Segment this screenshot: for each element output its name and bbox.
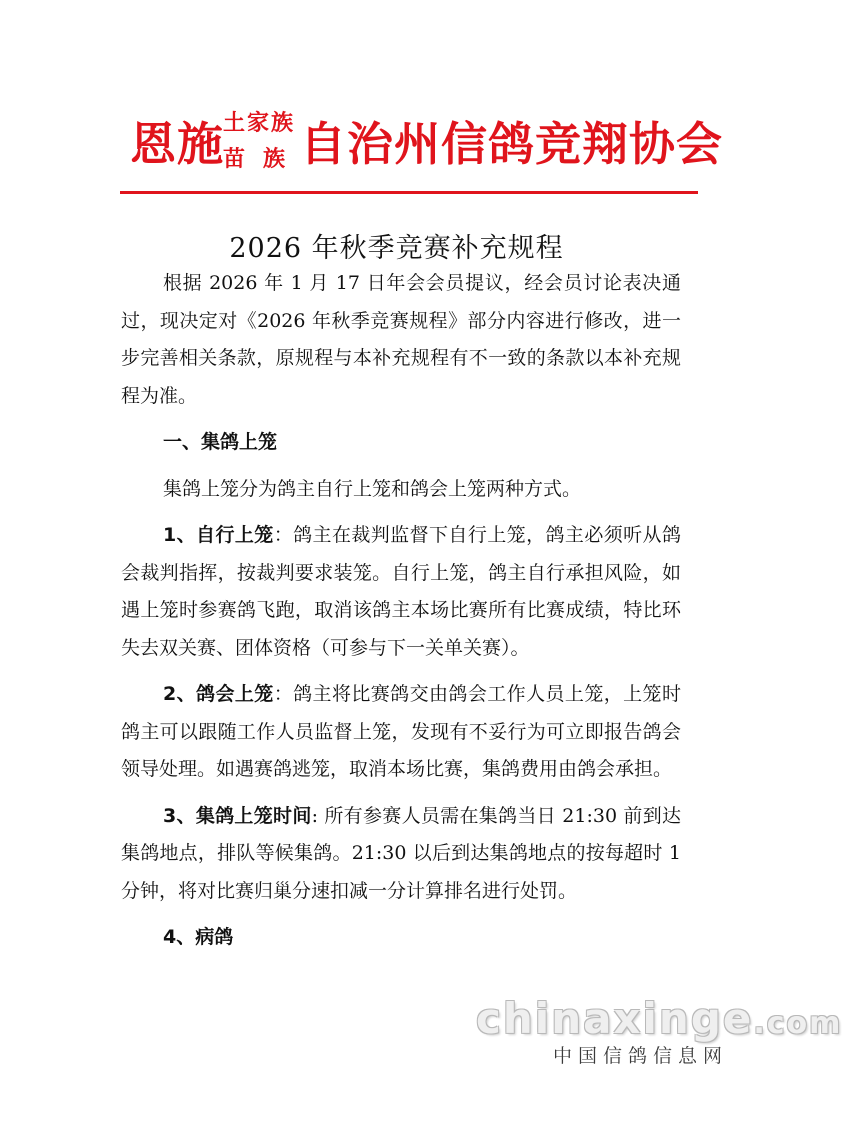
section-heading: 一、集鸽上笼 <box>163 431 278 453</box>
rule-item-label: 3、集鸽上笼时间 <box>163 804 312 827</box>
letterhead <box>120 100 723 196</box>
rule-item-caging-time <box>121 798 681 911</box>
intro-paragraph: 根据 2026 年 1 月 17 日年会会员提议，经会员讨论表决通过，现决定对《2026 年秋季竞赛规程》部分内容进行修改，进一步完善相关条款，原规程与本补充规程有不一致的条款以本补充规程为准。 <box>121 272 681 407</box>
rule-item-club-caging <box>121 676 681 789</box>
document-title: 2026 年秋季竞赛补充规程 <box>229 233 564 264</box>
watermark-domain-name: chinaxinge <box>476 994 754 1043</box>
letterhead-tujia: 土家族 <box>223 111 296 136</box>
rule-item-text: ：鸽主将比赛鸽交由鸽会工作人员上笼，上笼时鸽主可以跟随工作人员监督上笼，发现有不妥行为可立即报告鸽会领导处理。如遇赛鸽逃笼，取消本场比赛，集鸽费用由鸽会承担。 <box>121 683 681 780</box>
rule-item-sick-pigeon: 4、病鸽 <box>163 926 234 948</box>
rule-item-text: ：鸽主在裁判监督下自行上笼，鸽主必须听从鸽会裁判指挥，按裁判要求装笼。自行上笼，鸽主自行承担风险，如遇上笼时参赛鸽飞跑，取消该鸽主本场比赛所有比赛成绩，特比环失去双关赛、团体资格（可参与下一关单关赛）。 <box>121 524 681 659</box>
rule-item-label: 1、自行上笼 <box>163 524 274 546</box>
watermark-site-name: 中国信鸽信息网 <box>553 1045 729 1067</box>
letterhead-enshi: 恩施 <box>130 117 224 171</box>
rule-item-self-caging <box>121 517 681 667</box>
watermark-domain <box>476 994 842 1043</box>
letterhead-association: 自治州信鸽竞翔协会 <box>300 117 723 171</box>
letterhead-miao: 苗族 <box>223 147 304 172</box>
letterhead-divider <box>120 191 698 194</box>
section-lead: 集鸽上笼分为鸽主自行上笼和鸽会上笼两种方式。 <box>163 477 582 500</box>
rule-item-label: 2、鸽会上笼 <box>163 683 274 705</box>
document-body <box>121 265 681 957</box>
watermark-domain-suffix: .com <box>753 1006 842 1041</box>
rule-item-text: : 所有参赛人员需在集鸽当日 21:30 前到达集鸽地点，排队等候集鸽。21:30 以后到达集鸽地点的按每超时 1 分钟，将对比赛归巢分速扣减一分计算排名进行处罚。 <box>121 804 681 902</box>
